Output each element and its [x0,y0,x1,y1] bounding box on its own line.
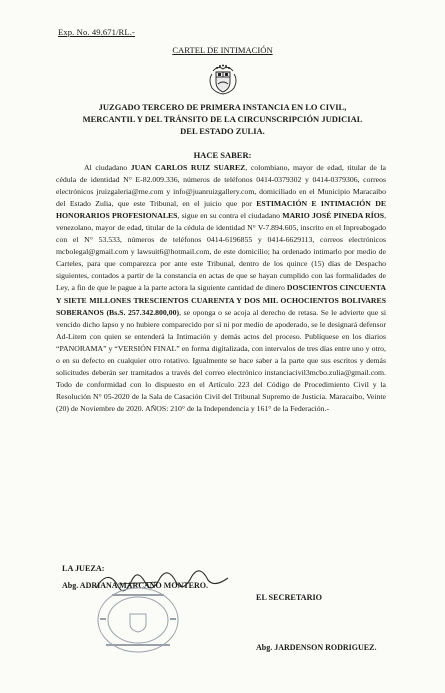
jueza-name: Abg. ADRIANA MARCANO MONTERO. [62,581,209,590]
secretario-name: Abg. JARDENSON RODRIGUEZ. [256,643,377,652]
coat-of-arms-icon [202,62,244,96]
jueza-label: LA JUEZA: [62,564,105,573]
court-stamp-icon [92,584,184,656]
expediente-number: Exp. No. 49.671/RL.- [58,27,135,37]
body-text-3: , sigue en su contra el ciudadano [177,211,283,221]
body-text-2: , colombiano, mayor de edad, titular de la cédula de identidad N° E-82.009.336, números de teléfonos 0414-0379302 y 0414-0379306, correos electrónicos jruizgaleria@me.com y info@juanruizgallery.com, domiciliado en el Municipio Maracaibo del Estado Zulia, que este Tribunal, en el juicio que por [56,163,387,209]
court-line-1: JUZGADO TERCERO DE PRIMERA INSTANCIA EN LO CIVIL, [98,102,347,112]
body-intro: Al ciudadano [84,163,131,172]
cartel-title: CARTEL DE INTIMACIÓN [172,45,273,55]
defendant-name: JUAN CARLOS RUIZ SUAREZ [130,163,246,172]
body-text-4: , venezolano, mayor de edad, titular de la cédula de identidad N° V-7.894.605, inscrito en el Inpreabogado con el N° 53.533, números de teléfonos 0414-6196855 y 0414-6629113, correos electrónicos mcbolegal@gmail.com y lawsuit6@hotmail.com, de este domicilio; ha ordenado intimarlo por medio de Carteles, para que comparezca por ante este Tribunal, dentro de los quince (15) días de Despacho siguientes, contados a partir de la constancia en actas de que se hayan cumplido con las formalidades de Ley, a fin de que le pague a la parte actora la siguiente cantidad de dinero [56,211,386,293]
body-text-5: , se oponga o se acoja al derecho de retasa. Se le advierte que si vencido dicho lapso y no hubiere comparecido por sí ni por medio de apoderado, se le designará defensor Ad-Litem con quien se entenderá la Intimación y demás actos del proceso. Publíquese en los diarios “PANORAMA” y “VERSIÓN FINAL” en forma digitalizada, con intervalos de tres días entre uno y otro, o en su defecto en cualquier otro rotativo. Igualmente se hace saber a la parte que sus escritos y demás solicitudes deberán ser tramitados a través del correo electrónico instanciacivil3mcbo.zulia@gmail.com. Todo de conformidad con lo dispuesto en el Artículo 223 del Código de Procedimiento Civil y la Resolución N° 05-2020 de la Sala de Casación Civil del Tribunal Supremo de Justicia. Maracaibo, Veinte (20) de Noviembre de 2020. AÑOS: 210° de la Independencia y 161° de la Federación.- [56,307,386,413]
court-line-2: MERCANTIL Y DEL TRÁNSITO DE LA CIRCUNSCRIPCIÓN JUDICIAL [82,114,363,125]
hace-saber-heading: HACE SABER: [193,150,252,160]
court-line-3: DEL ESTADO ZULIA. [180,126,265,137]
plaintiff-name: MARIO JOSÉ PINEDA RÍOS [282,211,385,221]
action-name: ESTIMACIÓN E INTIMACIÓN DE HONORARIOS PROFESIONALES [56,199,386,221]
notice-body [56,162,386,415]
amount-text: DOSCIENTOS CINCUENTA Y SIETE MILLONES TRESCIENTOS CUARENTA Y DOS MIL OCHOCIENTOS BOLIVARES SOBERANOS (Bs.S. 257.342.800,00) [56,283,386,317]
court-heading [0,101,445,138]
secretario-label: EL SECRETARIO [256,593,323,602]
